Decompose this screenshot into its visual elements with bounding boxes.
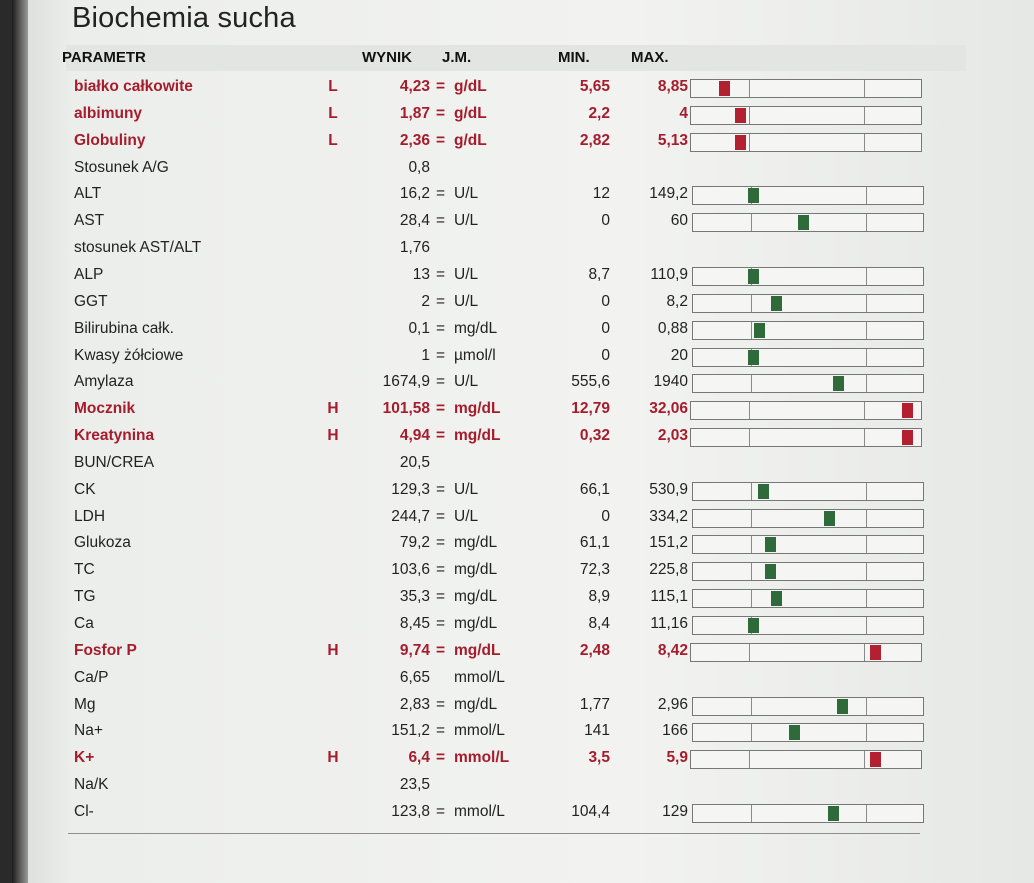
equals-sign: = (436, 78, 446, 95)
result-row (12, 557, 1034, 583)
value-marker (824, 511, 835, 526)
range-tick (751, 295, 752, 312)
range-bar (690, 643, 922, 662)
value-marker (771, 296, 782, 311)
result-row (12, 369, 1034, 395)
header-unit: J.M. (442, 49, 472, 66)
result-row (12, 235, 1034, 261)
value-marker (735, 108, 746, 123)
result-value: 129,3 (391, 480, 430, 498)
range-tick (866, 563, 867, 580)
equals-sign: = (436, 722, 446, 740)
range-bar (692, 616, 924, 635)
range-tick (749, 751, 750, 768)
result-value: 16,2 (399, 185, 430, 203)
range-tick (864, 107, 865, 124)
min-value: 0 (601, 507, 610, 525)
unit-label: mmol/L (454, 668, 505, 686)
result-row (12, 289, 1034, 315)
range-tick (866, 295, 867, 312)
parameter-name: Na+ (74, 722, 103, 740)
result-value: 123,8 (391, 802, 430, 820)
max-value: 1940 (653, 373, 688, 391)
equals-sign: = (436, 104, 446, 122)
parameter-name: Na/K (74, 776, 109, 794)
equals-sign: = (436, 185, 446, 203)
range-bar (692, 348, 924, 367)
result-row (12, 101, 1034, 127)
range-tick (864, 80, 865, 97)
parameter-name: Fosfor P (74, 641, 137, 659)
range-bar (690, 133, 922, 152)
result-value: 2,83 (399, 695, 430, 713)
range-tick (866, 590, 867, 607)
range-tick (864, 402, 865, 419)
parameter-name: Glukoza (74, 534, 131, 552)
range-tick (864, 644, 865, 661)
unit-label: g/dL (454, 104, 487, 122)
result-value: 0,8 (408, 158, 430, 176)
value-marker (902, 403, 913, 418)
value-marker (870, 752, 881, 767)
range-tick (751, 536, 752, 553)
result-row (12, 772, 1034, 798)
result-value: 9,74 (399, 641, 430, 659)
equals-sign: = (436, 641, 446, 659)
range-tick (751, 483, 752, 500)
result-row (12, 74, 1034, 100)
min-value: 0 (601, 346, 610, 364)
result-value: 1,87 (399, 104, 430, 122)
result-row (12, 665, 1034, 691)
parameter-name: Ca (74, 615, 94, 632)
min-value: 8,9 (588, 588, 610, 606)
range-tick (866, 724, 867, 741)
min-value: 2,48 (579, 641, 610, 659)
min-value: 2,2 (588, 104, 610, 122)
max-value: 166 (662, 722, 688, 740)
range-bar (692, 723, 924, 742)
result-value: 4,94 (399, 427, 430, 445)
range-tick (749, 107, 750, 124)
range-tick (751, 375, 752, 392)
value-marker (771, 591, 782, 606)
unit-label: U/L (454, 480, 479, 498)
max-value: 225,8 (649, 561, 688, 579)
equals-sign: = (436, 373, 446, 391)
range-bar (692, 186, 924, 205)
range-bar (692, 294, 924, 313)
max-value: 129 (662, 802, 688, 820)
value-marker (735, 135, 746, 150)
range-tick (751, 590, 752, 607)
parameter-name: AST (74, 212, 105, 230)
range-bar (692, 267, 924, 286)
range-tick (751, 510, 752, 527)
result-value: 1674,9 (382, 373, 430, 391)
result-row (12, 530, 1034, 556)
range-tick (749, 80, 750, 97)
max-value: 334,2 (649, 507, 688, 525)
flag-indicator: H (327, 427, 339, 445)
equals-sign: = (436, 427, 446, 445)
result-value: 8,45 (399, 615, 430, 632)
equals-sign: = (436, 749, 446, 767)
min-value: 0 (601, 319, 610, 337)
parameter-name: Stosunek A/G (74, 158, 169, 176)
max-value: 20 (670, 346, 688, 364)
flag-indicator: L (328, 78, 338, 95)
min-value: 104,4 (571, 802, 610, 820)
result-value: 13 (412, 265, 430, 283)
result-row (12, 208, 1034, 234)
result-row (12, 745, 1034, 771)
result-row (12, 396, 1034, 422)
max-value: 2,96 (657, 695, 688, 713)
range-bar (690, 106, 922, 125)
value-marker (748, 350, 759, 365)
min-value: 555,6 (571, 373, 610, 391)
result-value: 79,2 (399, 534, 430, 552)
flag-indicator: L (328, 131, 338, 149)
max-value: 2,03 (657, 427, 688, 445)
parameter-name: stosunek AST/ALT (74, 239, 202, 257)
min-value: 8,7 (588, 265, 610, 283)
equals-sign: = (436, 534, 446, 552)
equals-sign: = (436, 131, 446, 149)
result-row (12, 181, 1034, 207)
max-value: 8,2 (666, 292, 688, 310)
equals-sign: = (436, 212, 446, 230)
range-bar (692, 562, 924, 581)
unit-label: g/dL (454, 131, 487, 149)
bottom-rule (68, 833, 920, 834)
unit-label: mg/dL (454, 561, 498, 579)
range-tick (866, 805, 867, 822)
value-marker (798, 215, 809, 230)
flag-indicator: H (327, 749, 339, 767)
range-tick (864, 429, 865, 446)
unit-label: U/L (454, 507, 479, 525)
result-row (12, 584, 1034, 610)
header-parameter: PARAMETR (62, 49, 146, 66)
flag-indicator: H (327, 641, 339, 659)
max-value: 11,16 (650, 615, 688, 632)
max-value: 5,9 (666, 749, 688, 767)
range-tick (866, 536, 867, 553)
unit-label: mg/dL (454, 319, 498, 337)
max-value: 32,06 (649, 400, 688, 418)
value-marker (758, 484, 769, 499)
equals-sign: = (436, 319, 446, 337)
min-value: 5,65 (579, 78, 610, 95)
value-marker (765, 537, 776, 552)
min-value: 12,79 (571, 400, 610, 418)
parameter-name: Ca/P (74, 668, 109, 686)
min-value: 0,32 (579, 427, 610, 445)
parameter-name: TG (74, 588, 96, 606)
range-tick (866, 214, 867, 231)
result-value: 6,65 (399, 668, 430, 686)
result-value: 35,3 (399, 588, 430, 606)
range-bar (692, 804, 924, 823)
unit-label: mmol/L (454, 749, 510, 767)
equals-sign: = (436, 507, 446, 525)
range-bar (690, 79, 922, 98)
result-row (12, 423, 1034, 449)
unit-label: mg/dL (454, 588, 498, 606)
min-value: 2,82 (579, 131, 610, 149)
min-value: 61,1 (579, 534, 610, 552)
range-bar (692, 589, 924, 608)
min-value: 1,77 (579, 695, 610, 713)
report-sheet (12, 0, 1034, 883)
min-value: 12 (592, 185, 610, 203)
unit-label: U/L (454, 185, 479, 203)
unit-label: U/L (454, 373, 479, 391)
parameter-name: Cl- (74, 802, 94, 820)
max-value: 5,13 (657, 131, 688, 149)
unit-label: µmol/l (454, 346, 496, 364)
parameter-name: Kwasy żółciowe (74, 346, 184, 364)
result-row (12, 611, 1034, 637)
range-bar (690, 401, 922, 420)
parameter-name: albimuny (74, 104, 143, 122)
parameter-name: GGT (74, 292, 108, 310)
range-tick (866, 349, 867, 366)
report-title: Biochemia sucha (72, 2, 296, 34)
header-max: MAX. (631, 49, 669, 66)
range-bar (692, 321, 924, 340)
unit-label: mg/dL (454, 400, 501, 418)
unit-label: U/L (454, 265, 479, 283)
header-result: WYNIK (362, 49, 412, 66)
range-tick (751, 724, 752, 741)
range-tick (751, 214, 752, 231)
unit-label: mg/dL (454, 615, 498, 632)
max-value: 60 (670, 212, 688, 230)
range-tick (864, 134, 865, 151)
range-bar (692, 374, 924, 393)
result-value: 151,2 (391, 722, 430, 740)
unit-label: mg/dL (454, 427, 501, 445)
unit-label: mg/dL (454, 641, 501, 659)
max-value: 530,9 (649, 480, 688, 498)
range-bar (692, 697, 924, 716)
parameter-name: ALP (74, 265, 104, 283)
unit-label: mmol/L (454, 802, 505, 820)
max-value: 4 (679, 104, 688, 122)
equals-sign: = (436, 292, 446, 310)
equals-sign: = (436, 561, 446, 579)
max-value: 115,1 (650, 588, 688, 606)
result-value: 2,36 (399, 131, 430, 149)
result-row (12, 316, 1034, 342)
parameter-name: TC (74, 561, 95, 579)
result-row (12, 262, 1034, 288)
header-band (66, 45, 966, 71)
max-value: 151,2 (649, 534, 688, 552)
value-marker (748, 618, 759, 633)
value-marker (902, 430, 913, 445)
result-row (12, 477, 1034, 503)
parameter-name: LDH (74, 507, 106, 525)
result-row (12, 638, 1034, 664)
result-value: 244,7 (391, 507, 430, 525)
unit-label: U/L (454, 212, 479, 230)
result-value: 6,4 (408, 749, 430, 767)
equals-sign: = (436, 615, 446, 632)
result-row (12, 504, 1034, 530)
range-tick (751, 805, 752, 822)
value-marker (789, 725, 800, 740)
range-bar (692, 213, 924, 232)
parameter-name: Globuliny (74, 131, 146, 149)
equals-sign: = (436, 346, 446, 364)
min-value: 8,4 (588, 615, 610, 632)
range-tick (866, 698, 867, 715)
value-marker (765, 564, 776, 579)
result-row (12, 128, 1034, 154)
range-bar (692, 482, 924, 501)
equals-sign: = (436, 400, 446, 418)
value-marker (754, 323, 765, 338)
range-tick (751, 563, 752, 580)
equals-sign: = (436, 480, 446, 498)
range-tick (866, 187, 867, 204)
range-tick (749, 134, 750, 151)
equals-sign: = (436, 802, 446, 820)
result-value: 23,5 (399, 776, 430, 794)
value-marker (748, 188, 759, 203)
max-value: 0,88 (657, 319, 688, 337)
range-tick (866, 268, 867, 285)
range-bar (690, 428, 922, 447)
max-value: 8,42 (657, 641, 688, 659)
unit-label: mg/dL (454, 534, 498, 552)
result-row (12, 718, 1034, 744)
min-value: 72,3 (579, 561, 610, 579)
result-value: 0,1 (408, 319, 430, 337)
range-tick (866, 375, 867, 392)
range-tick (864, 751, 865, 768)
parameter-name: Bilirubina całk. (74, 319, 174, 337)
result-value: 1 (421, 346, 430, 364)
min-value: 0 (601, 292, 610, 310)
result-value: 1,76 (399, 239, 430, 257)
equals-sign: = (436, 265, 446, 283)
value-marker (828, 806, 839, 821)
max-value: 8,85 (657, 78, 688, 95)
min-value: 141 (584, 722, 610, 740)
result-row (12, 155, 1034, 181)
result-row (12, 343, 1034, 369)
range-tick (749, 402, 750, 419)
equals-sign: = (436, 588, 446, 606)
value-marker (870, 645, 881, 660)
unit-label: mmol/L (454, 722, 505, 740)
range-tick (866, 617, 867, 634)
unit-label: U/L (454, 292, 479, 310)
equals-sign: = (436, 695, 446, 713)
result-value: 4,23 (399, 78, 430, 95)
parameter-name: Mg (74, 695, 96, 713)
result-value: 20,5 (399, 453, 430, 471)
range-tick (866, 322, 867, 339)
range-tick (751, 322, 752, 339)
parameter-name: BUN/CREA (74, 453, 155, 471)
value-marker (833, 376, 844, 391)
range-bar (692, 535, 924, 554)
range-tick (751, 698, 752, 715)
min-value: 3,5 (588, 749, 610, 767)
flag-indicator: L (328, 104, 338, 122)
unit-label: g/dL (454, 78, 487, 95)
result-row (12, 692, 1034, 718)
max-value: 149,2 (649, 185, 688, 203)
result-row (12, 799, 1034, 825)
range-tick (749, 644, 750, 661)
min-value: 66,1 (579, 480, 610, 498)
parameter-name: Kreatynina (74, 427, 155, 445)
result-value: 28,4 (399, 212, 430, 230)
parameter-name: CK (74, 480, 96, 498)
flag-indicator: H (327, 400, 339, 418)
range-tick (866, 483, 867, 500)
value-marker (748, 269, 759, 284)
parameter-name: Mocznik (74, 400, 136, 418)
min-value: 0 (601, 212, 610, 230)
result-value: 103,6 (391, 561, 430, 579)
result-row (12, 450, 1034, 476)
header-min: MIN. (558, 49, 590, 66)
parameter-name: białko całkowite (74, 78, 193, 95)
result-value: 101,58 (382, 400, 430, 418)
value-marker (719, 81, 730, 96)
range-tick (749, 429, 750, 446)
value-marker (837, 699, 848, 714)
range-bar (690, 750, 922, 769)
range-tick (866, 510, 867, 527)
parameter-name: Amylaza (74, 373, 134, 391)
unit-label: mg/dL (454, 695, 498, 713)
range-bar (692, 509, 924, 528)
parameter-name: ALT (74, 185, 102, 203)
max-value: 110,9 (650, 265, 688, 283)
result-value: 2 (421, 292, 430, 310)
parameter-name: K+ (74, 749, 95, 767)
